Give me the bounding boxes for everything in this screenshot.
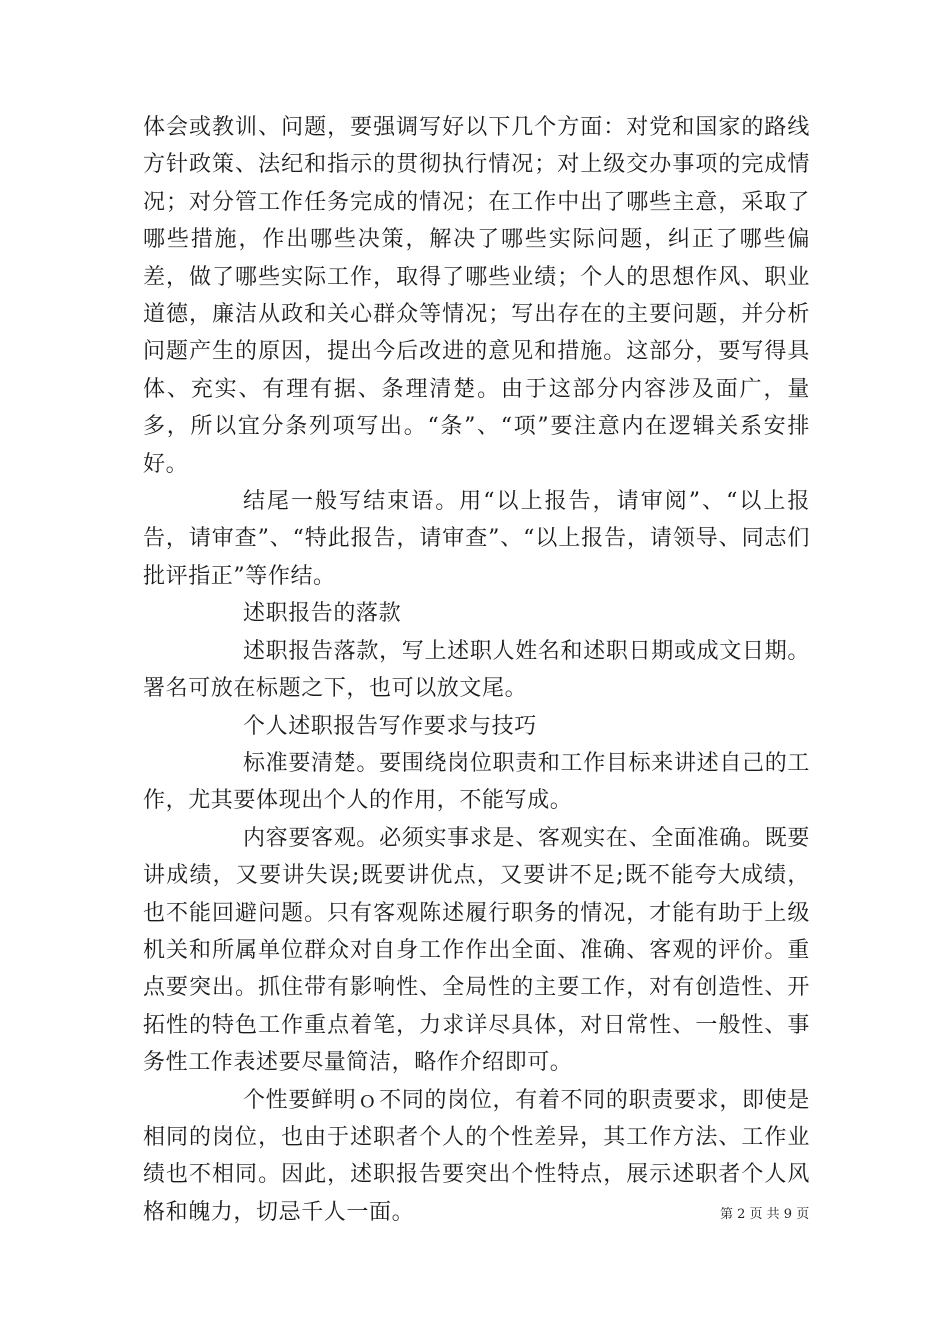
page-footer: 第 2 页 共 9 页 xyxy=(720,1207,810,1222)
paragraph-closing-remarks: 结尾一般写结束语。用“以上报告，请审阅”、“以上报告，请审查”、“特此报告，请审查”、“以上报告，请领导、同志们批评指正”等作结。 xyxy=(143,489,810,589)
document-body xyxy=(143,109,810,1231)
paragraph-objective-content: 内容要客观。必须实事求是、客观实在、全面准确。既要讲成绩，又要讲失误;既要讲优点，又要讲不足;既不能夸大成绩，也不能回避问题。只有客观陈述履行职务的情况，才能有助于上级机关和所属单位群众对自身工作作出全面、准确、客观的评价。重点要突出。抓住带有影响性、全局性的主要工作，对有创造性、开拓性的特色工作重点着笔，力求详尽具体，对日常性、一般性、事务性工作表述要尽量简洁，略作介绍即可。 xyxy=(143,825,810,1076)
paragraph-continuation: 体会或教训、问题，要强调写好以下几个方面：对党和国家的路线方针政策、法纪和指示的贯彻执行情况；对上级交办事项的完成情况；对分管工作任务完成的情况；在工作中出了哪些主意，采取了哪些措施，作出哪些决策，解决了哪些实际问题，纠正了哪些偏差，做了哪些实际工作，取得了哪些业绩；个人的思想作风、职业道德，廉洁从政和关心群众等情况；写出存在的主要问题，并分析问题产生的原因，提出今后改进的意见和措施。这部分，要写得具体、充实、有理有据、条理清楚。由于这部分内容涉及面广，量多，所以宜分条列项写出。“条”、“项”要注意内在逻辑关系安排好。 xyxy=(143,115,810,477)
paragraph-distinct-personality: 个性要鲜明ｏ不同的岗位，有着不同的职责要求，即使是相同的岗位，也由于述职者个人的个性差异，其工作方法、工作业绩也不相同。因此，述职报告要突出个性特点，展示述职者个人风格和魄力，切忌千人一面。 xyxy=(143,1087,810,1225)
paragraph-clear-standards: 标准要清楚。要围绕岗位职责和工作目标来讲述自己的工作，尤其要体现出个人的作用，不能写成。 xyxy=(143,750,810,814)
paragraph-signature: 述职报告落款，写上述职人姓名和述职日期或成文日期。署名可放在标题之下，也可以放文尾。 xyxy=(143,638,810,702)
section-heading-requirements: 个人述职报告写作要求与技巧 xyxy=(243,713,537,739)
section-heading-signature: 述职报告的落款 xyxy=(243,601,402,627)
